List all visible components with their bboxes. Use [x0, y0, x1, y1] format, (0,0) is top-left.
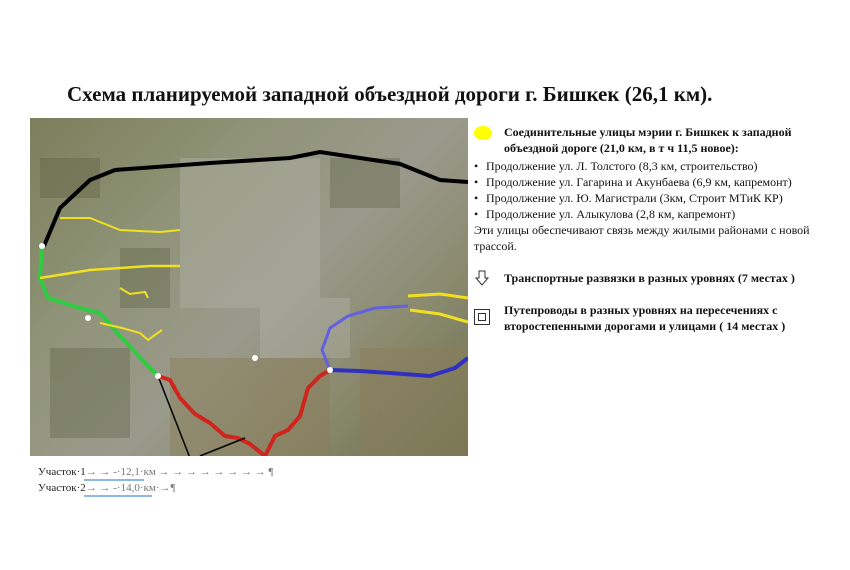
- list-item: • Продолжение ул. Гагарина и Акунбаева (6,9 км, капремонт): [474, 174, 834, 190]
- list-item: • Продолжение ул. Алыкулова (2,8 км, капремонт): [474, 206, 834, 222]
- segment-2-line: [38, 482, 175, 494]
- segment-2-underline: [84, 495, 152, 497]
- down-arrow-icon: [474, 270, 490, 286]
- satellite-map: [30, 118, 468, 456]
- segment-1-underline: [84, 479, 144, 481]
- square-box-icon: [474, 309, 490, 325]
- list-item: • Продолжение ул. Ю. Магистрали (3км, Строит МТиК КР): [474, 190, 834, 206]
- segment-1-line: [38, 466, 274, 478]
- segment-1-tail: → → -·12,1·км → → → → → → → → ¶: [85, 466, 274, 478]
- interchanges-label: Транспортные развязки в разных уровнях (7 местах ): [504, 271, 795, 285]
- overpasses-label: Путепроводы в разных уровнях на пересечениях с второстепенными дорогами и улицами ( 14 местах ): [504, 303, 786, 333]
- list-item: • Продолжение ул. Л. Толстого (8,3 км, строительство): [474, 158, 834, 174]
- legend-panel: [474, 124, 834, 254]
- streets-list: [474, 158, 834, 222]
- segment-2-label: Участок·2: [38, 482, 86, 494]
- connecting-streets-heading: Соединительные улицы мэрии г. Бишкек к западной объездной дороге (21,0 км, в т ч 11,5 новое):: [504, 125, 792, 155]
- segment-2-tail: → → -·14,0·км·→¶: [85, 482, 176, 494]
- page-title: Схема планируемой западной объездной дороги г. Бишкек (26,1 км).: [67, 82, 713, 106]
- overpasses-legend-item: [474, 302, 834, 334]
- streets-note: Эти улицы обеспечивают связь между жилыми районами с новой трассой.: [474, 223, 810, 253]
- yellow-marker-icon: [474, 126, 492, 140]
- route-overlay: [30, 118, 468, 456]
- segment-1-label: Участок·1: [38, 466, 86, 478]
- interchanges-legend-item: [474, 270, 834, 286]
